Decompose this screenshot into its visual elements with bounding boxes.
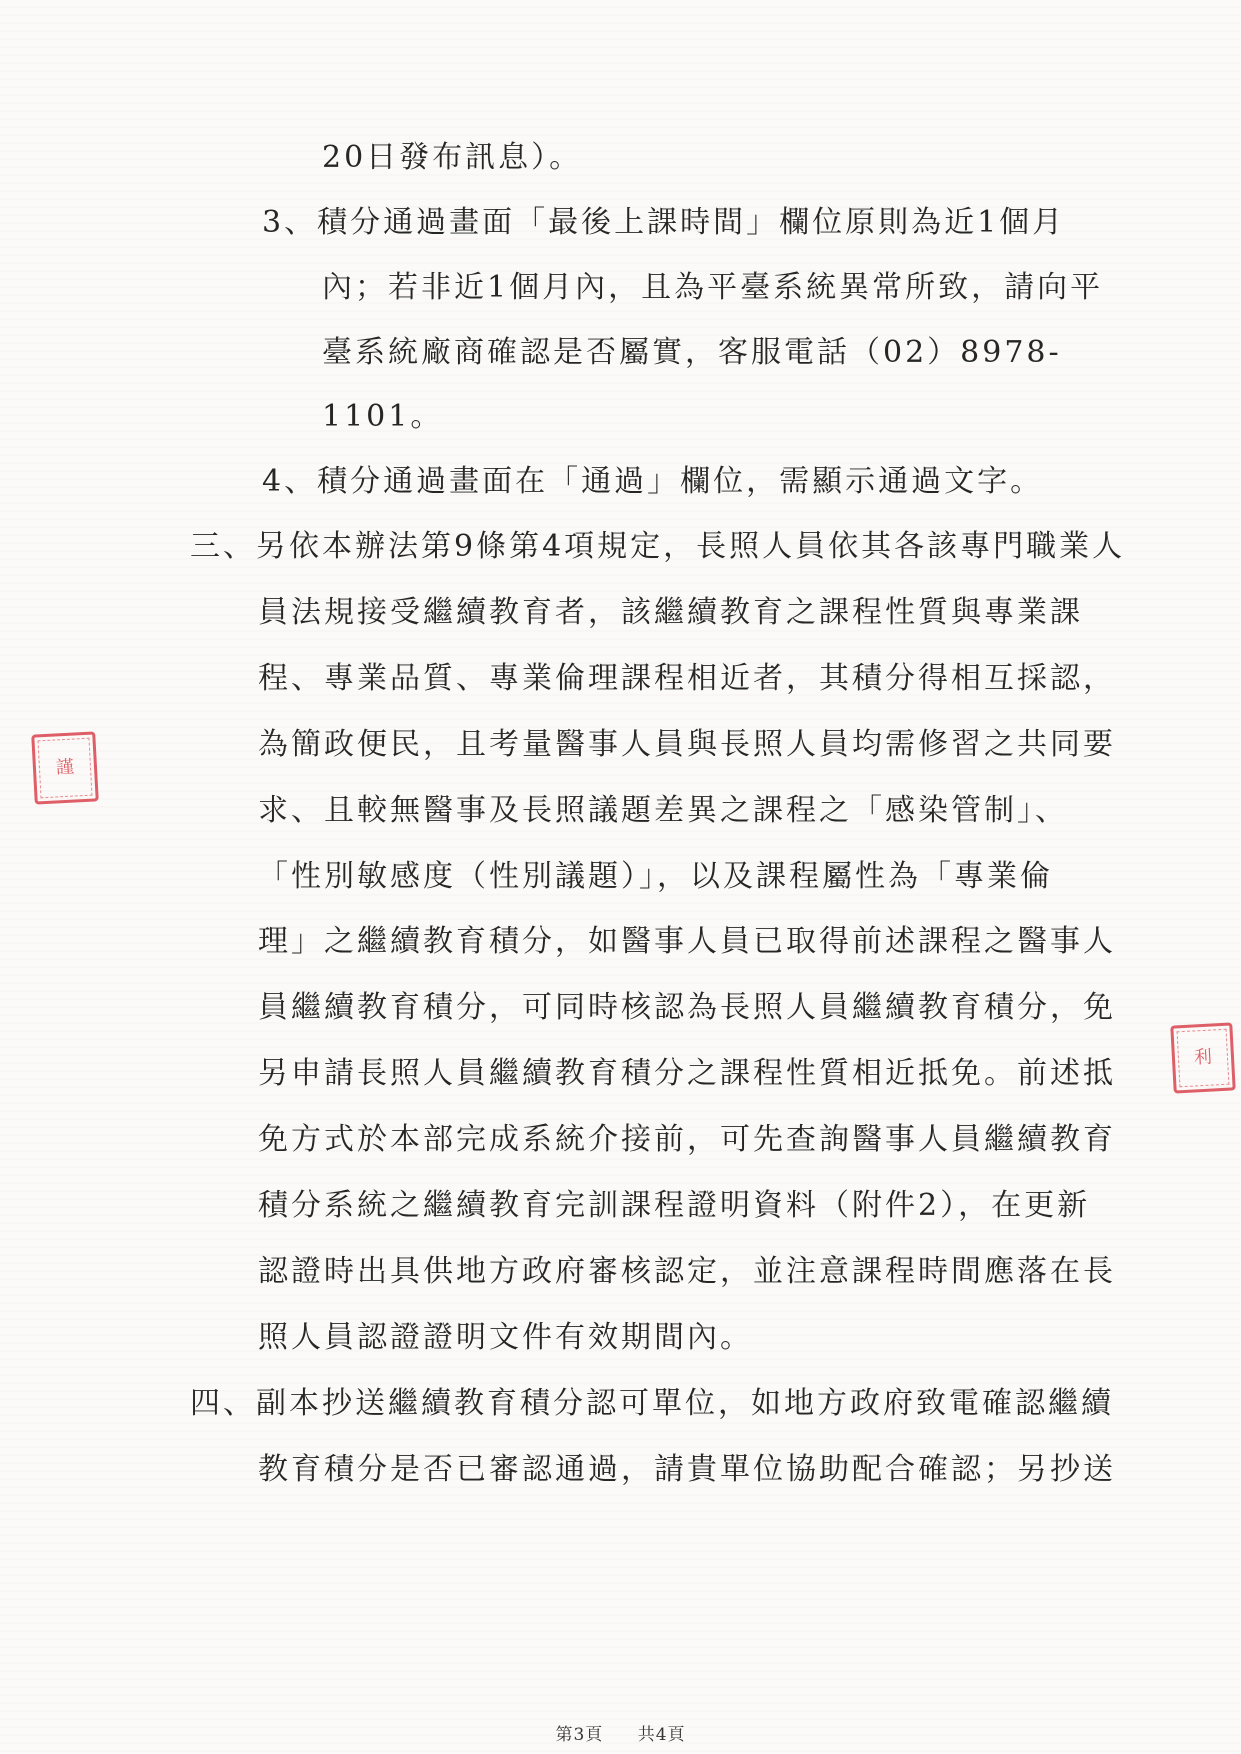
body-line: 照人員認證證明文件有效期間內。 <box>258 1320 753 1355</box>
body-line: 理」之繼續教育積分，如醫事人員已取得前述課程之醫事人 <box>258 924 1116 959</box>
section-heading-line: 四、副本抄送繼續教育積分認可單位，如地方政府致電確認繼續 <box>190 1386 1114 1421</box>
body-line: 認證時出具供地方政府審核認定，並注意課程時間應落在長 <box>258 1254 1116 1289</box>
body-line: 4、積分通過畫面在「通過」欄位，需顯示通過文字。 <box>262 464 1044 499</box>
body-line: 積分系統之繼續教育完訓課程證明資料（附件2），在更新 <box>258 1188 1091 1223</box>
body-line: 員法規接受繼續教育者，該繼續教育之課程性質與專業課 <box>258 595 1083 630</box>
body-line: 為簡政便民，且考量醫事人員與長照人員均需修習之共同要 <box>258 727 1116 762</box>
body-line: 求、且較無醫事及長照議題差異之課程之「感染管制」、 <box>258 793 1068 828</box>
body-line: 內；若非近1個月內，且為平臺系統異常所致，請向平 <box>322 270 1104 305</box>
body-line: 「性別敏感度（性別議題）」，以及課程屬性為「專業倫 <box>258 859 1053 894</box>
body-line: 教育積分是否已審認通過，請貴單位協助配合確認；另抄送 <box>258 1452 1116 1487</box>
body-line: 員繼續教育積分，可同時核認為長照人員繼續教育積分，免 <box>258 990 1116 1025</box>
page-total: 共4頁 <box>637 1725 686 1745</box>
seal-text: 利 <box>1193 1046 1213 1069</box>
section-heading-line: 三、另依本辦法第9條第4項規定，長照人員依其各該專門職業人 <box>190 529 1126 564</box>
page-footer <box>0 1720 1241 1745</box>
body-line: 3、積分通過畫面「最後上課時間」欄位原則為近1個月 <box>262 205 1066 240</box>
body-line: 20日發布訊息）。 <box>322 140 583 175</box>
page-number: 第3頁 <box>555 1725 604 1745</box>
seal-text: 謹 <box>55 756 75 779</box>
body-line: 免方式於本部完成系統介接前，可先查詢醫事人員繼續教育 <box>258 1122 1116 1157</box>
body-line: 程、專業品質、專業倫理課程相近者，其積分得相互採認， <box>258 661 1116 696</box>
red-seal-stamp <box>31 731 99 804</box>
body-line: 臺系統廠商確認是否屬實，客服電話（02）8978- <box>322 335 1062 370</box>
body-line: 1101。 <box>322 399 444 434</box>
body-line: 另申請長照人員繼續教育積分之課程性質相近抵免。前述抵 <box>258 1056 1116 1091</box>
red-seal-stamp <box>1170 1022 1235 1093</box>
